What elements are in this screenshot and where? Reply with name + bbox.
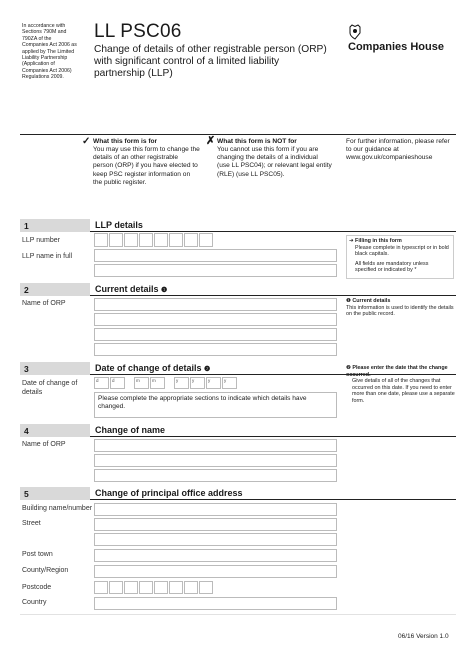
new-name-input[interactable] [94,439,337,452]
orp-name-input[interactable] [94,298,337,311]
section-number: 4 [20,424,90,437]
row-divider [20,614,456,615]
llp-number-cell[interactable] [124,233,138,247]
brand-name: Companies House [348,41,444,53]
filling-note [346,235,454,279]
filling-note-body: Please complete in typescript or in bold black capitals. [355,244,449,258]
postcode-cell[interactable] [154,581,168,594]
check-icon: ✓ [82,136,91,147]
section-2-header [20,283,456,296]
what-not-for-body: You cannot use this form if you are changing the details of a individual (use LL PSC04); or relevant legal entity (RLE) (use LL PSC05). [217,146,332,178]
what-for-body: You may use this form to change the details of an other registrable person (ORP) if you have elected to keep PSC register information on the public register. [93,146,200,186]
crest-icon [348,24,362,40]
new-name-input-2[interactable] [94,454,337,467]
date-note-title: Please enter the date that the change occurred. [346,365,448,378]
country-label: Country [22,599,47,606]
date-cell[interactable]: y [190,377,205,389]
section-title: Change of name [95,425,166,435]
date-note-body: Give details of all of the changes that occurred on this date. If you need to enter more than one date, please use a separate form. [352,378,455,404]
county-input[interactable] [94,565,337,578]
llp-number-cell[interactable] [184,233,198,247]
section-1-header [20,219,456,232]
info-icon: ❷ [204,366,211,373]
arrow-icon: ➜ [349,238,354,244]
form-code: LL PSC06 [94,21,182,42]
section-number: 5 [20,487,90,500]
footer-version: 06/16 Version 1.0 [398,633,449,640]
post-town-label: Post town [22,551,53,558]
street-input-2[interactable] [94,533,337,546]
what-for-title: What this form is for [93,138,158,145]
building-input[interactable] [94,503,337,516]
orp-name-label: Name of ORP [22,300,66,307]
section-title: Current details ❶ [95,284,168,294]
section-title: Date of change of details ❷ [95,363,211,373]
llp-number-cell[interactable] [169,233,183,247]
current-note-body: This information is used to identify the details on the public record. [346,304,454,318]
new-name-input-3[interactable] [94,469,337,482]
llp-number-cell[interactable] [139,233,153,247]
info-icon: ❶ [161,287,168,294]
info-icon: ❷ [346,365,351,371]
section-number: 1 [20,219,90,232]
orp-name-input-4[interactable] [94,343,337,356]
section-number: 2 [20,283,90,296]
section-number: 3 [20,362,90,375]
section-5-header [20,487,456,500]
orp-name-input-3[interactable] [94,328,337,341]
llp-number-cell[interactable] [109,233,123,247]
llp-number-cell[interactable] [154,233,168,247]
cross-icon: ✗ [206,135,216,147]
postcode-cell[interactable] [109,581,123,594]
what-not-for-title: What this form is NOT for [217,138,297,145]
date-cell[interactable]: d [110,377,125,389]
postcode-cell[interactable] [124,581,138,594]
date-cell[interactable]: m [150,377,165,389]
current-note-title: Current details [352,298,391,304]
building-label: Building name/number [22,505,93,512]
section-title: Change of principal office address [95,488,243,498]
date-cell[interactable]: y [222,377,237,389]
postcode-cell[interactable] [199,581,213,594]
legal-note: In accordance with Sections 790M and 790ZA of the Companies Act 2006 as applied by The Limited Liability Partnership (Application of Companies Act 2006) Regulations 2009. [22,23,77,81]
llp-name-input-2[interactable] [94,264,337,277]
post-town-input[interactable] [94,549,337,562]
date-cell[interactable]: d [94,377,109,389]
form-title: Change of details of other registrable person (ORP) with significant control of a limited liability partnership (LLP) [94,44,327,80]
postcode-label: Postcode [22,584,52,591]
postcode-cell[interactable] [169,581,183,594]
change-instruction [94,392,337,418]
date-cell[interactable]: m [134,377,149,389]
further-info: For further information, please refer to our guidance at www.gov.uk/companieshouse [346,138,450,162]
filling-note-body-2: All fields are mandatory unless specified or indicated by * [355,260,429,274]
orp-new-name-label: Name of ORP [22,441,66,448]
date-note [346,365,456,405]
postcode-cell[interactable] [139,581,153,594]
postcode-cell[interactable] [184,581,198,594]
header-rule [20,134,456,135]
filling-note-title: Filling in this form [355,238,402,244]
info-icon: ❶ [346,298,351,304]
date-cell[interactable]: y [174,377,189,389]
current-details-note [346,298,454,318]
postcode-cell[interactable] [94,581,108,594]
llp-name-label: LLP name in full [22,253,73,260]
section-title: LLP details [95,220,143,230]
llp-name-input[interactable] [94,249,337,262]
orp-name-input-2[interactable] [94,313,337,326]
section-4-header [20,424,456,437]
county-label: County/Region [22,567,69,574]
llp-number-cell[interactable] [199,233,213,247]
date-label: Date of change of details [22,380,78,396]
llp-number-cell[interactable] [94,233,108,247]
street-input[interactable] [94,518,337,531]
street-label: Street [22,520,41,527]
date-cell[interactable]: y [206,377,221,389]
instruction-text: Please complete the appropriate sections to indicate which details have changed. [98,395,307,411]
country-input[interactable] [94,597,337,610]
llp-number-label: LLP number [22,237,61,244]
